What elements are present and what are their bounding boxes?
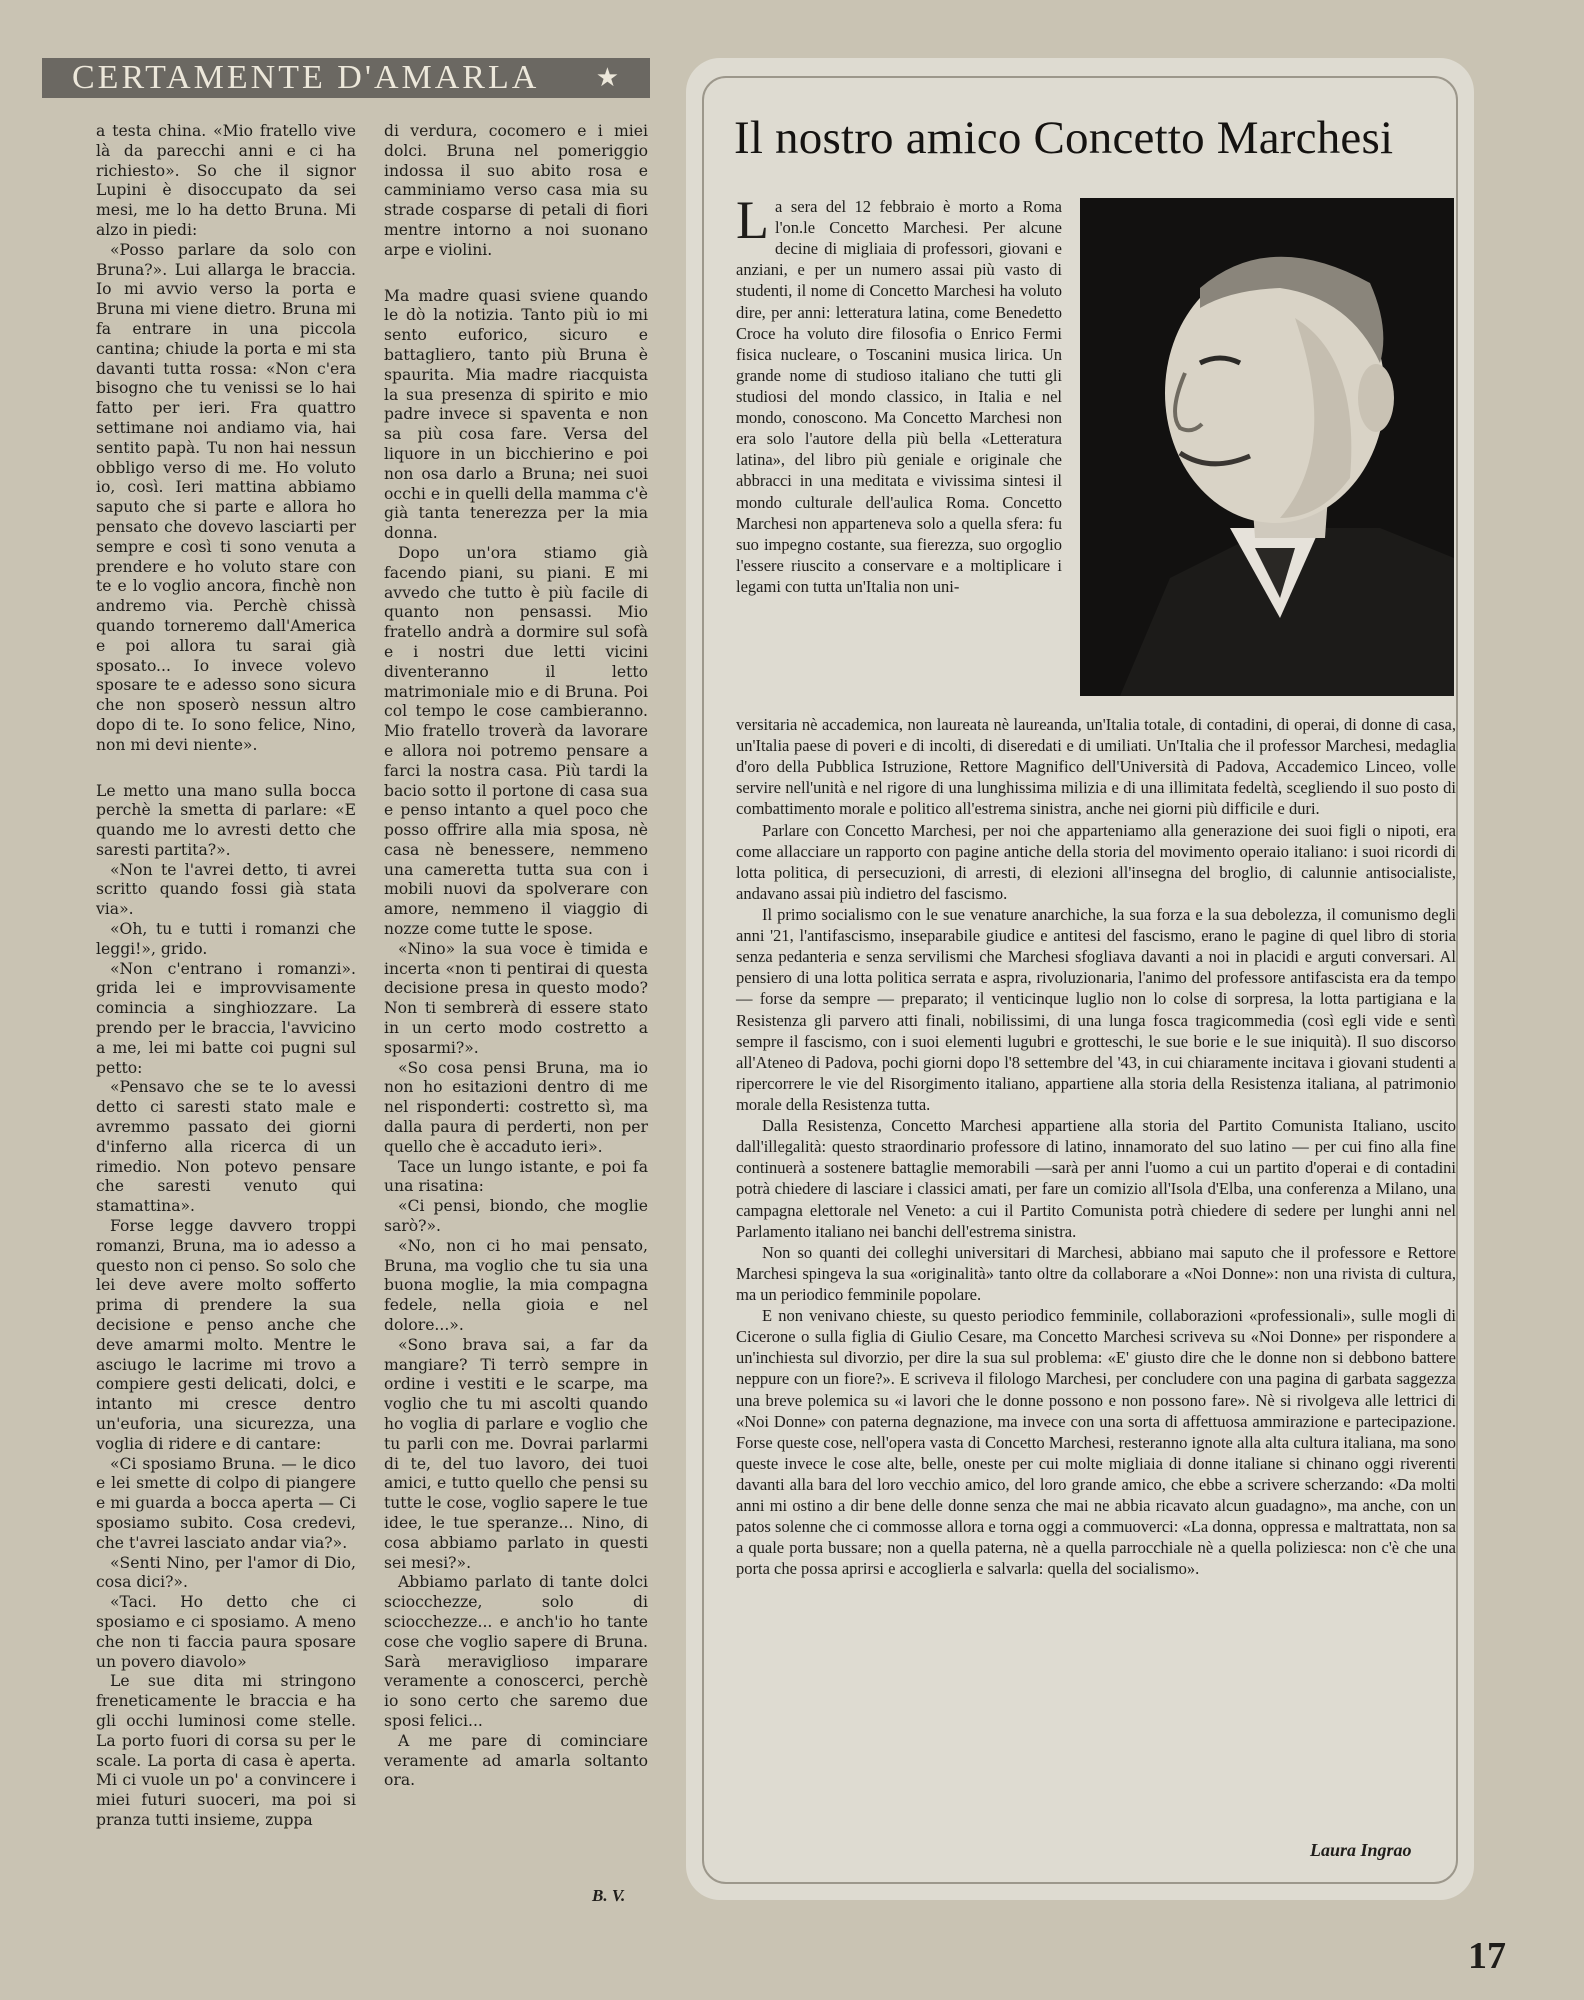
article-headline: Il nostro amico Concetto Marchesi	[734, 112, 1394, 164]
article-body	[736, 714, 1456, 1579]
section-banner-title: CERTAMENTE D'AMARLA	[72, 59, 540, 96]
story-paragraph: di verdura, cocomero e i miei dolci. Bruna nel pomeriggio indossa il suo abito rosa e camminiamo verso casa mia su strade cosparse di petali di fiori mentre intorno a noi suonano arpe e violini.	[384, 122, 648, 259]
drop-cap: L	[736, 190, 769, 250]
story-paragraph: A me pare di cominciare veramente ad amarla soltanto ora.	[384, 1731, 648, 1790]
article-paragraph: versitaria nè accademica, non laureata nè laureanda, un'Italia totale, di contadini, di operai, di donne di casa, un'Italia paese di poveri e di incolti, di diseredati e di umiliati. Un'Italia che il professor Marchesi, medaglia d'oro della Pubblica Istruzione, Rettore Magnifico dell'Università di Padova, Accademico Linceo, volle servire nell'unità e nel rigore di una lunghissima milizia e di una illimitata fedeltà, scegliendo il suo posto di combattimento morale e politico all'estrema sinistra, anche nei giorni più difficile e duri.	[736, 715, 1456, 819]
story-paragraph: «Non te l'avrei detto, ti avrei scritto quando fossi già stata via».	[96, 860, 356, 919]
story-signature: B. V.	[592, 1886, 626, 1905]
article-paragraph: Parlare con Concetto Marchesi, per noi che apparteniamo alla generazione dei suoi figli o nipoti, era come allacciare un rapporto con pagine antiche della storia del movimento operaio italiano: i suoi ricordi di lotta politica, di persecuzioni, di arresti, di elezioni all'insegna del broglio, di calunnie antisocialiste, andavano assai più indietro del fascismo.	[736, 820, 1456, 903]
story-paragraph: «Ci sposiamo Bruna. — le dico e lei smette di colpo di piangere e mi guarda a bocca aperta — Ci sposiamo subito. Cosa credevi, che t'avrei lasciato andar via?».	[96, 1454, 356, 1552]
story-paragraph: «Non c'entrano i romanzi». grida lei e improvvisamente comincia a singhiozzare. La prendo per le braccia, l'avvicino a me, lei mi batte coi pugni sul petto:	[96, 959, 356, 1077]
story-column-1	[96, 122, 356, 1831]
story-paragraph: Forse legge davvero troppi romanzi, Bruna, ma io adesso a questo non ci penso. So solo che lei deve avere molto sofferto prima di prendere la sua decisione e penso anche che deve amarmi molto. Mentre le asciugo le lacrime mi trovo a compiere gesti delicati, dolci, e intanto mi cresce dentro un'euforia, una sicurezza, una voglia di ridere e di cantare:	[96, 1217, 356, 1453]
story-column-2	[384, 122, 648, 1791]
story-paragraph: «Ci pensi, biondo, che moglie sarò?».	[384, 1197, 648, 1236]
article-paragraph: Non so quanti dei colleghi universitari di Marchesi, abbiano mai saputo che il professore e Rettore Marchesi spingeva la sua «originalità» tanto oltre da collaborare a «Noi Donne»: non una rivista di cultura, ma un periodico femminile popolare.	[736, 1242, 1456, 1304]
story-paragraph: «Taci. Ho detto che ci sposiamo e ci sposiamo. A meno che non ti faccia paura sposare un povero diavolo»	[96, 1593, 356, 1671]
story-paragraph: Le metto una mano sulla bocca perchè la smetta di parlare: «E quando me lo avresti detto che saresti partita?».	[96, 781, 356, 859]
story-paragraph: «Oh, tu e tutti i romanzi che leggi!», grido.	[96, 920, 356, 958]
article-signature: Laura Ingrao	[1310, 1840, 1412, 1860]
page-number: 17	[1468, 1935, 1506, 1977]
story-paragraph: Ma madre quasi sviene quando le dò la notizia. Tanto più io mi sento euforico, sicuro e battagliero, tanto più Bruna è spaurita. Mia madre riacquista la sua presenza di spirito e mio padre invece si spaventa e non sa più cosa fare. Versa del liquore in un bicchierino e poi non osa darlo a Bruna; nei suoi occhi e in quelli della mamma c'è già tanta tenerezza per la mia donna.	[384, 286, 648, 543]
story-paragraph: «Senti Nino, per l'amor di Dio, cosa dici?».	[96, 1553, 356, 1592]
story-paragraph: «No, non ci ho mai pensato, Bruna, ma voglio che tu sia una buona moglie, la mia compagna fedele, nella gioia e nel dolore...».	[384, 1236, 648, 1335]
section-banner	[42, 58, 650, 98]
article-paragraph: Il primo socialismo con le sue venature anarchiche, la sua forza e la sua debolezza, il comunismo degli anni '21, l'antifascismo, inseparabile giudice e antitesi del fascismo, erano le pagine di quel libro di storia senza pedanteria e senza servilismi che Marchesi sfogliava davanti a noi in placidi e arguti conversari. Al pensiero di una lotta politica serrata e aspra, rivoluzionaria, l'animo del professore antifascista era da tempo — forse da sempre — preparato; il venticinque luglio non lo colse di sorpresa, la lotta partigiana e la Resistenza gli parvero atti finali, nobilissimi, di una lunga fosca tragicommedia (così egli vide e sentì sempre il fascismo, con i suoi elementi lugubri e grotteschi, le sue borie e le sue iniquità). Il suo discorso all'Ateneo di Padova, pochi giorni dopo l'8 settembre del '43, in cui chiaramente incitava i giovani studenti a ripercorrere le vie del Risorgimento italiano, appartiene alla storia della Resistenza italiana, al patrimonio morale della Resistenza tutta.	[736, 904, 1456, 1114]
story-paragraph: «Nino» la sua voce è timida e incerta «non ti pentirai di questa decisione presa in questo modo? Non ti sembrerà di essere stato in un certo modo costretto a sposarmi?».	[384, 939, 648, 1057]
star-icon: ★	[595, 63, 622, 92]
portrait-photo	[1080, 198, 1454, 696]
article-paragraph: Dalla Resistenza, Concetto Marchesi appartiene alla storia del Partito Comunista Italiano, uscito dall'illegalità: questo straordinario professore di latino, innamorato del suo latino — per cui fino alla fine continuerà a sostenere battaglie memorabili —sarà per anni l'uomo a cui un partito d'operai e di contadini potrà chiedere di lasciare i classici amati, per fare un comizio all'Isola d'Elba, una conferenza a Milano, una campagna elettorale nel Veneto: a cui il Partito Comunista potrà chiedere di sedere per lunghi anni nel Parlamento italiano nei banchi dell'estrema sinistra.	[736, 1116, 1456, 1241]
story-paragraph: a testa china. «Mio fratello vive là da parecchi anni e ci ha richiesto». So che il signor Lupini è disoccupato da sei mesi, me lo ha detto Bruna. Mi alzo in piedi:	[96, 122, 356, 239]
story-paragraph: «Posso parlare da solo con Bruna?». Lui allarga le braccia. Io mi avvio verso la porta e Bruna mi viene dietro. Bruna mi fa entrare in una piccola cantina; chiude la porta e mi sta davanti tutta rossa: «Non c'era bisogno che tu venissi se lo hai fatto per ieri. Fra quattro settimane noi andiamo via, hai sentito papà. Tu non hai nessun obbligo verso di me. Ho voluto io, così. Ieri mattina abbiamo saputo che si parte e allora ho pensato che dovevo lasciarti per sempre e così ti sono venuta a prendere e ho voluto stare con te e lo voglio ancora, finchè non andremo via. Perchè chissà quando torneremo dall'America e poi allora tu sarai già sposato... Io invece volevo sposare te e adesso sono sicura che non sposerò nessun altro dopo di te. Io sono felice, Nino, non mi devi niente».	[96, 240, 356, 754]
article-paragraph: E non venivano chieste, su questo periodico femminile, collaborazioni «professionali», sulle mogli di Cicerone o sulla figlia di Giulio Cesare, ma Concetto Marchesi scriveva su «Noi Donne» per rispondere a un'inchiesta sul divorzio, per dire la sua sul problema: «E' giusto dire che le donne non si debbono battere neppure con un fiore?». E scriveva il filologo Marchesi, per concludere con una pagina di garbata saggezza una breve polemica su «i lavori che le donne possono e non possono fare». Nè si rivolgeva alle lettrici di «Noi Donne» con paterna degnazione, ma invece con una sorta di affettuosa ammirazione e partecipazione. Forse queste cose, nell'opera vasta di Concetto Marchesi, resteranno ignote alla alta cultura italiana, ma sono queste invece le cose alte, belle, oneste per cui molte migliaia di donne italiane si chinano oggi riverenti davanti alla bara del loro vecchio amico, del loro grande amico, che ebbe a scrivere scherzando: «Da molti anni mi ostino a dir bene delle donne senza che mai ne abbia ricavato alcun guadagno», ma anche, con un patos solenne che ci commosse allora e torna oggi a commuoverci: «La donna, oppressa e maltrattata, non sa a quale porta bussare; non a quella paterna, nè a quella parrocchiale nè a quella poliziesca: non c'è che una porta che possa aprirsi e accoglierla e salvarla: quella del socialismo».	[736, 1306, 1456, 1579]
story-paragraph: «Sono brava sai, a far da mangiare? Ti terrò sempre in ordine i vestiti e le scarpe, ma voglio che tu mi ascolti quando ho voglia di parlare e voglio che tu parli con me. Dovrai parlarmi di te, del tuo lavoro, dei tuoi amici, e tutto quello che pensi su tutte le cose, voglio sapere le tue idee, le tue speranze... Nino, di cosa abbiamo parlato in questi sei mesi?».	[384, 1335, 648, 1572]
story-paragraph: Dopo un'ora stiamo già facendo piani, su piani. E mi avvedo che tutto è più facile di quanto non pensassi. Mio fratello andrà a dormire sul sofà e i nostri due letti vicini diventeranno il letto matrimoniale mio e di Bruna. Poi col tempo le cose cambieranno. Mio fratello troverà da lavorare e allora noi potremo pensare a farci la nostra casa. Più tardi la bacio sotto il portone di casa sua e penso intanto a quel poco che posso offrire alla mia sposa, nè casa nè benessere, nemmeno una cameretta tutta sua con i mobili nuovi da spolverare con amore, nemmeno il viaggio di nozze come tutte le spose.	[384, 543, 648, 939]
story-paragraph: «Pensavo che se te lo avessi detto ci saresti stato male e avremmo passato dei giorni d'inferno alla ricerca di un rimedio. Non potevo pensare che saresti venuto qui stamattina».	[96, 1078, 356, 1216]
story-paragraph: Le sue dita mi stringono freneticamente le braccia e ha gli occhi luminosi come stelle. La porto fuori di corsa su per le scale. La porta di casa è aperta. Mi ci vuole un po' a convincere i miei futuri suoceri, ma poi si pranza tutti insieme, zuppa	[96, 1672, 356, 1829]
story-paragraph: «So cosa pensi Bruna, ma io non ho esitazioni dentro di me nel risponderti: costretto sì, ma dalla paura di perderti, non per quello che è accaduto ieri».	[384, 1058, 648, 1156]
story-paragraph: Tace un lungo istante, e poi fa una risatina:	[384, 1157, 648, 1196]
article-intro-text: a sera del 12 febbraio è morto a Roma l'on.le Concetto Marchesi. Per alcune decine di migliaia di professori, giovani e anziani, e per un numero assai più vasto di studenti, il nome di Concetto Marchesi ha voluto dire, per anni: letteratura latina, come Benedetto Croce ha voluto dire filosofia o Enrico Fermi fisica nucleare, o Toscanini musica lirica. Un grande nome di studioso italiano che tutti gli studiosi del mondo classico, in Italia e nel mondo, conoscono. Ma Concetto Marchesi non era solo l'autore della più bella «Letteratura latina», del libro più geniale e originale che abbracci in una meditata e vivissima sintesi il mondo culturale dell'aulica Roma. Concetto Marchesi non apparteneva solo a quella sfera: fu suo impegno costante, sua fierezza, suo orgoglio l'essere riuscito a conservare e a moltiplicare i legami con tutta un'Italia non uni-	[736, 197, 1062, 596]
article-intro	[736, 190, 1062, 597]
portrait-illustration	[1080, 198, 1454, 696]
story-paragraph: Abbiamo parlato di tante dolci sciocchezze, solo di sciocchezze... e anch'io ho tante cose che voglio sapere di Bruna. Sarà meraviglioso imparare veramente a conoscerci, perchè io sono certo che saremo due sposi felici...	[384, 1573, 648, 1730]
